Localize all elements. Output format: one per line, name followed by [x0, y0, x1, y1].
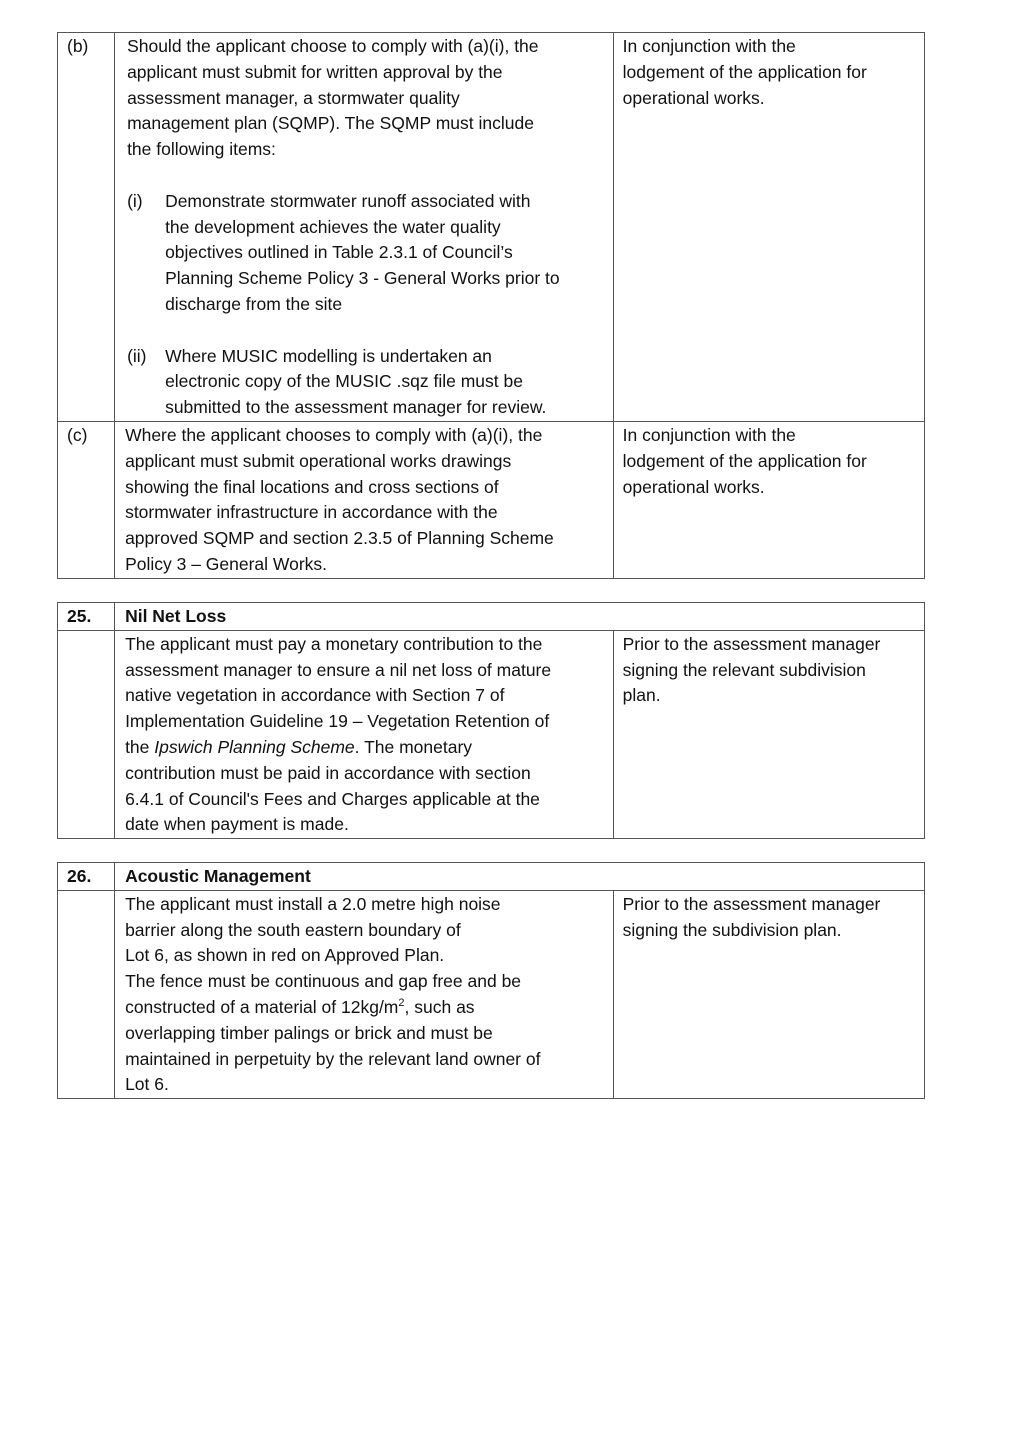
condition-header-row — [58, 863, 925, 891]
requirement-text — [115, 422, 613, 578]
text-line: assessment manager to ensure a nil net loss of mature — [125, 659, 552, 680]
text-line: date when payment is made. — [125, 814, 349, 835]
row-label-cell — [58, 421, 115, 578]
text-line: The applicant must install a 2.0 metre high noise — [125, 893, 501, 914]
text-run: , such as — [404, 996, 475, 1017]
condition-number: 25. — [67, 606, 92, 626]
text-line: objectives outlined in Table 2.3.1 of Council’s — [165, 242, 513, 263]
text-line: the following items: — [127, 139, 276, 160]
text-run: . The monetary — [354, 736, 473, 757]
text-line: Where MUSIC modelling is undertaken an — [165, 345, 492, 366]
requirement-cell — [115, 421, 614, 578]
text-line — [125, 735, 603, 761]
condition-title: Acoustic Management — [125, 866, 311, 886]
text-line: operational works. — [622, 476, 765, 497]
text-line: Lot 6, as shown in red on Approved Plan. — [125, 945, 445, 966]
empty-cell — [58, 890, 115, 1098]
superscript: 2 — [398, 997, 405, 1010]
requirement-text — [115, 631, 613, 838]
text-line: The applicant must pay a monetary contribution to the — [125, 633, 543, 654]
condition-row-c — [58, 421, 925, 578]
condition-header-row — [58, 603, 925, 631]
condition-number-cell — [58, 603, 115, 631]
text-line: applicant must submit operational works drawings — [125, 450, 512, 471]
text-line: stormwater infrastructure in accordance with the — [125, 502, 498, 523]
condition-row-b — [58, 33, 925, 422]
text-run: the — [125, 736, 155, 757]
text-line: assessment manager, a stormwater quality — [127, 87, 460, 108]
requirement-cell — [115, 630, 614, 838]
requirement-cell — [115, 33, 614, 422]
sub-item-marker: (i) — [127, 190, 143, 211]
row-label-cell — [58, 33, 115, 422]
timing-text — [614, 631, 924, 709]
text-line: showing the final locations and cross sections of — [125, 476, 499, 497]
sub-item-marker: (ii) — [127, 345, 147, 366]
conditions-table-stormwater — [57, 32, 925, 579]
condition-number-cell — [58, 863, 115, 891]
condition-title-cell — [115, 863, 925, 891]
text-line: overlapping timber palings or brick and must be — [125, 1022, 493, 1043]
timing-text — [614, 891, 924, 944]
requirement-text — [115, 33, 613, 421]
timing-text — [614, 422, 924, 500]
text-line: electronic copy of the MUSIC .sqz file must be — [165, 371, 523, 392]
text-line: native vegetation in accordance with Section 7 of — [125, 685, 505, 706]
text-line: Should the applicant choose to comply with (a)(i), the — [127, 36, 539, 56]
text-line: barrier along the south eastern boundary of — [125, 919, 461, 940]
text-line: Prior to the assessment manager — [622, 633, 881, 654]
sub-item-text — [165, 344, 603, 421]
text-line: In conjunction with the — [622, 424, 796, 445]
condition-number: 26. — [67, 866, 92, 886]
condition-body-row — [58, 890, 925, 1098]
text-line: operational works. — [622, 87, 765, 108]
text-line: contribution must be paid in accordance with section — [125, 762, 531, 783]
text-line: Policy 3 – General Works. — [125, 553, 328, 574]
text-line: Demonstrate stormwater runoff associated with — [165, 190, 531, 211]
sub-item-text — [165, 189, 603, 318]
timing-cell — [613, 890, 924, 1098]
empty-cell — [58, 630, 115, 838]
timing-cell — [613, 630, 924, 838]
row-label: (b) — [67, 36, 89, 56]
text-line: The fence must be continuous and gap free and be — [125, 971, 522, 992]
text-line: In conjunction with the — [622, 36, 796, 56]
text-line: Where the applicant chooses to comply with (a)(i), the — [125, 424, 543, 445]
text-line: approved SQMP and section 2.3.5 of Planning Scheme — [125, 528, 554, 549]
timing-cell — [613, 33, 924, 422]
text-line: plan. — [622, 685, 661, 706]
timing-text — [614, 33, 924, 111]
condition-table-25 — [57, 602, 925, 839]
text-line: discharge from the site — [165, 293, 343, 314]
row-label: (c) — [67, 424, 88, 445]
condition-body-row — [58, 630, 925, 838]
text-line — [125, 995, 603, 1021]
planning-scheme-title: Ipswich Planning Scheme — [154, 736, 355, 757]
text-line: maintained in perpetuity by the relevant land owner of — [125, 1048, 541, 1069]
condition-title-cell — [115, 603, 925, 631]
sub-item-ii — [127, 344, 603, 421]
text-line: Implementation Guideline 19 – Vegetation Retention of — [125, 711, 550, 732]
text-line: applicant must submit for written approval by the — [127, 61, 503, 82]
timing-cell — [613, 421, 924, 578]
requirement-cell — [115, 890, 614, 1098]
text-line: signing the subdivision plan. — [622, 919, 842, 940]
text-run: constructed of a material of 12kg/m — [125, 996, 399, 1017]
text-line: 6.4.1 of Council's Fees and Charges applicable at the — [125, 788, 540, 809]
condition-table-26 — [57, 862, 925, 1099]
text-line: lodgement of the application for — [622, 61, 867, 82]
text-line: Planning Scheme Policy 3 - General Works prior to — [165, 268, 560, 289]
text-line: submitted to the assessment manager for review. — [165, 397, 547, 418]
text-line: Lot 6. — [125, 1074, 169, 1095]
sub-item-i — [127, 189, 603, 318]
text-line: signing the relevant subdivision — [622, 659, 866, 680]
text-line: lodgement of the application for — [622, 450, 867, 471]
text-line: management plan (SQMP). The SQMP must include — [127, 113, 534, 134]
text-line: the development achieves the water quality — [165, 216, 501, 237]
condition-title: Nil Net Loss — [125, 606, 227, 626]
text-line: Prior to the assessment manager — [622, 893, 881, 914]
requirement-text — [115, 891, 613, 1098]
